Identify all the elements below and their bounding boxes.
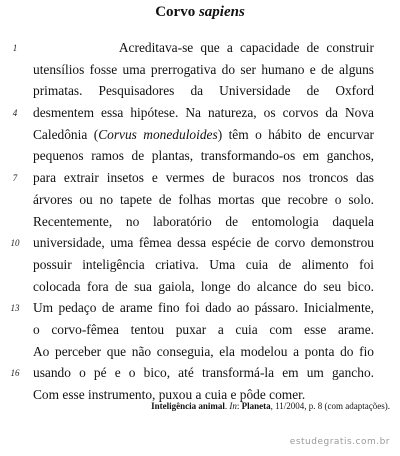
text-line bbox=[0, 80, 400, 102]
text-line bbox=[0, 319, 400, 341]
line-number: 13 bbox=[10, 303, 20, 314]
text-line bbox=[0, 145, 400, 167]
line-text: árvores ou no tapete de folhas mortas que recobre o solo. bbox=[33, 191, 374, 207]
line-text-segment: ) têm o hábito de encurvar bbox=[217, 126, 374, 142]
source-citation bbox=[151, 401, 390, 411]
line-number: 10 bbox=[10, 238, 20, 249]
source-details: , 11/2004, p. 8 (com adaptações). bbox=[270, 401, 390, 411]
line-text: usando o pé e o bico, até transformá-la em um gancho. bbox=[33, 365, 374, 381]
line-text: Um pedaço de arame fino foi dado ao pássaro. Inicialmente, bbox=[33, 300, 374, 316]
text-line bbox=[0, 341, 400, 363]
line-text: Ao perceber que não conseguia, ela modelou a ponta do fio bbox=[33, 343, 374, 359]
line-text: desmentem essa hipótese. Na natureza, os corvos da Nova bbox=[33, 105, 374, 121]
line-number: 16 bbox=[10, 368, 20, 379]
text-line bbox=[0, 276, 400, 298]
line-text: possuir inteligência criativa. Uma cuia de alimento foi bbox=[33, 256, 374, 272]
line-number: 7 bbox=[12, 173, 18, 184]
species-name: Corvus moneduloides bbox=[98, 126, 218, 142]
text-line bbox=[0, 102, 400, 124]
source-sep: : bbox=[236, 401, 242, 411]
line-text: para extrair insetos e vermes de buracos nos troncos das bbox=[33, 170, 374, 186]
watermark: estudegratis.com.br bbox=[289, 437, 390, 447]
page-title bbox=[0, 4, 400, 21]
text-line bbox=[0, 254, 400, 276]
line-text: utensílios fosse uma prerrogativa do ser humano e de alguns bbox=[33, 61, 374, 77]
line-text: universidade, uma fêmea dessa espécie de corvo demonstrou bbox=[33, 235, 374, 251]
text-line bbox=[0, 124, 400, 146]
line-text bbox=[33, 124, 374, 146]
text-line bbox=[0, 59, 400, 81]
text-body bbox=[0, 37, 400, 406]
line-text: primatas. Pesquisadores da Universidade de Oxford bbox=[33, 83, 374, 99]
source-sep: . bbox=[224, 401, 230, 411]
source-work: Inteligência animal bbox=[151, 401, 225, 411]
text-line bbox=[0, 189, 400, 211]
text-line bbox=[0, 37, 400, 59]
line-number: 4 bbox=[12, 108, 18, 119]
line-text: o corvo-fêmea tentou puxar a cuia com esse arame. bbox=[33, 321, 374, 337]
line-text: Com esse instrumento, puxou a cuia e pôde comer. bbox=[33, 387, 306, 402]
line-text: Acreditava-se que a capacidade de construir bbox=[33, 40, 374, 55]
text-line bbox=[0, 211, 400, 233]
source-in: In bbox=[229, 401, 237, 411]
text-line bbox=[0, 362, 400, 384]
line-text-segment: Caledônia ( bbox=[33, 126, 99, 142]
title-italic: sapiens bbox=[198, 4, 245, 20]
title-main: Corvo bbox=[155, 4, 199, 20]
line-number: 1 bbox=[12, 43, 18, 53]
line-text: colocada fora de sua gaiola, longe do alcance do seu bico. bbox=[33, 278, 374, 294]
text-line bbox=[0, 232, 400, 254]
source-publication: Planeta bbox=[241, 401, 271, 411]
text-line bbox=[0, 167, 400, 189]
line-text: Recentemente, no laboratório de entomologia daquela bbox=[33, 213, 374, 229]
line-text: pequenos ramos de plantas, transformando-os em ganchos, bbox=[33, 148, 374, 164]
text-line bbox=[0, 297, 400, 319]
